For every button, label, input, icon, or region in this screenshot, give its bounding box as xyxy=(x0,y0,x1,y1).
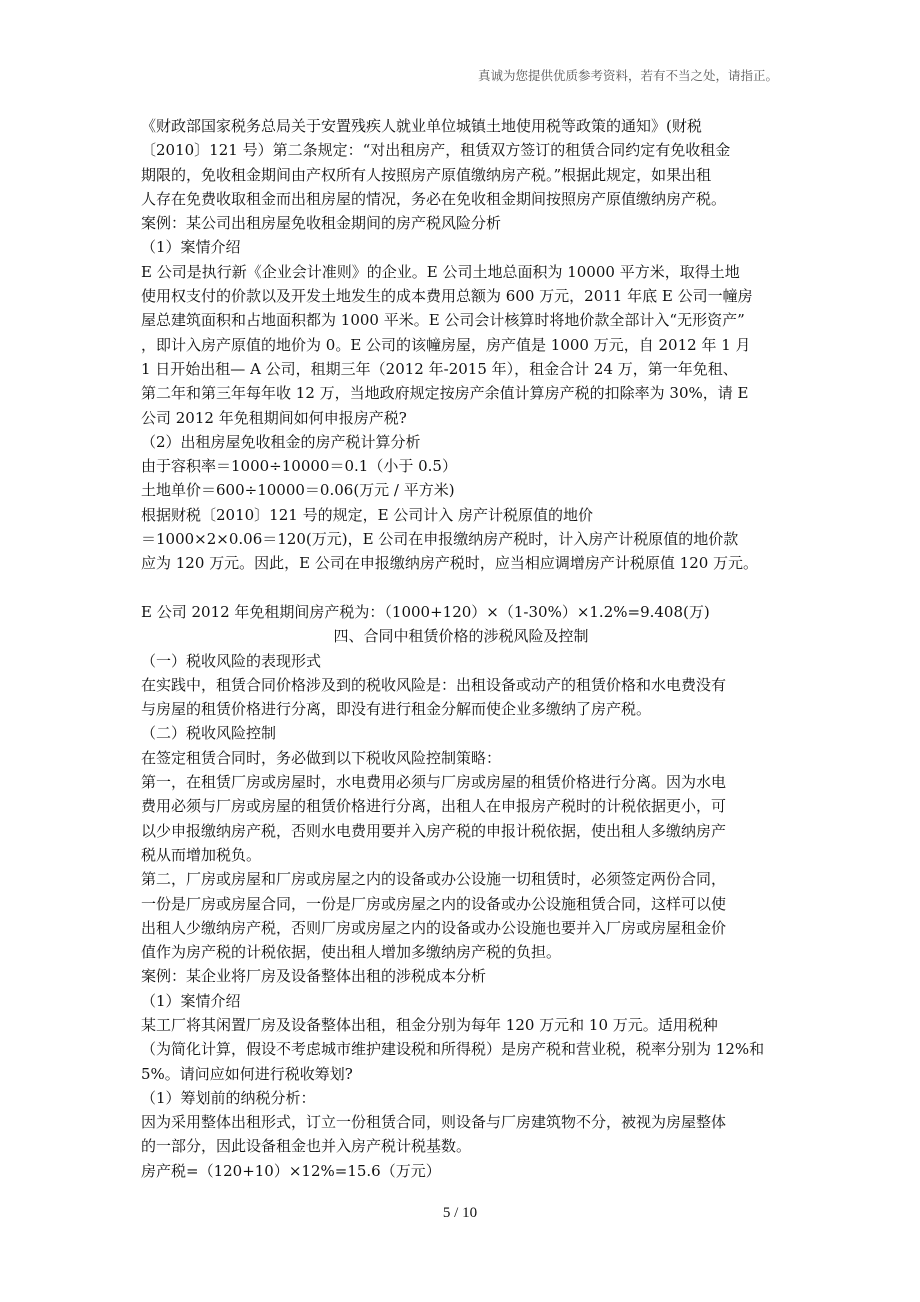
blank-line xyxy=(141,576,821,600)
paragraph-line: 与房屋的租赁价格进行分离，即没有进行租金分解而使企业多缴纳了房产税。 xyxy=(141,700,652,719)
formula-line: 土地单价＝600÷10000＝0.06(万元 / 平方米) xyxy=(141,481,455,500)
paragraph-line: 《财政部国家税务总局关于安置残疾人就业单位城镇土地使用税等政策的通知》(财税 xyxy=(141,117,702,135)
page-number: 5 / 10 xyxy=(442,1205,478,1221)
paragraph-line: 值作为房产税的计税依据，使出租人增加多缴纳房产税的负担。 xyxy=(141,943,562,962)
section-title: 四、合同中租赁价格的涉税风险及控制 xyxy=(333,627,589,646)
paragraph-line: 以少申报缴纳房产税，否则水电费用要并入房产税的申报计税依据，使出租人多缴纳房产 xyxy=(141,821,727,840)
paragraph-line: 根据财税〔2010〕121 号的规定，E 公司计入 房产计税原值的地价 xyxy=(141,505,594,524)
paragraph-line: ＝1000×2×0.06＝120(万元)，E 公司在申报缴纳房产税时，计入房产计税原值的地价款 xyxy=(141,530,739,549)
subheading: （1）案情介绍 xyxy=(141,238,241,257)
subheading: （1）筹划前的纳税分析： xyxy=(141,1088,316,1107)
subheading: （一）税收风险的表现形式 xyxy=(141,651,322,670)
paragraph-line: 5%。请问应如何进行税收筹划? xyxy=(141,1064,353,1083)
paragraph-line: E 公司是执行新《企业会计准则》的企业。E 公司土地总面积为 10000 平方米，取得土地 xyxy=(141,262,740,281)
paragraph-line: 使用权支付的价款以及开发土地发生的成本费用总额为 600 万元，2011 年底 E 公司一幢房 xyxy=(141,287,753,306)
case-heading: 案例：某企业将厂房及设备整体出租的涉税成本分析 xyxy=(141,967,487,986)
header-note: 真诚为您提供优质参考资料，若有不当之处，请指正。 xyxy=(477,68,778,83)
paragraph-line: 〔2010〕121 号）第二条规定：“对出租房产，租赁双方签订的租赁合同约定有免收租金 xyxy=(141,141,731,160)
paragraph-line: ，即计入房产原值的地价为 0。E 公司的该幢房屋，房产值是 1000 万元，自 2012 年 1 月 xyxy=(141,335,751,354)
paragraph-line: 因为采用整体出租形式，订立一份租赁合同，则设备与厂房建筑物不分，被视为房屋整体 xyxy=(141,1113,727,1132)
paragraph-line: 屋总建筑面积和占地面积都为 1000 平米。E 公司会计核算时将地价款全部计入“无形资产” xyxy=(141,311,745,330)
paragraph-line: （为简化计算，假设不考虑城市维护建设税和所得税）是房产税和营业税，税率分别为 12%和 xyxy=(141,1040,765,1059)
paragraph-line: 的一部分，因此设备租金也并入房产税计税基数。 xyxy=(141,1137,472,1156)
paragraph-line: 第二，厂房或房屋和厂房或房屋之内的设备或办公设施一切租赁时，必须签定两份合同， xyxy=(141,870,727,889)
case-heading: 案例：某公司出租房屋免收租金期间的房产税风险分析 xyxy=(141,214,502,233)
paragraph-line: 在实践中，租赁合同价格涉及到的税收风险是：出租设备或动产的租赁价格和水电费没有 xyxy=(141,675,727,694)
subheading: （二）税收风险控制 xyxy=(141,724,277,743)
paragraph-line: 出租人少缴纳房产税，否则厂房或房屋之内的设备或办公设施也要并入厂房或房屋租金价 xyxy=(141,918,727,937)
formula-line: 由于容积率＝1000÷10000＝0.1（小于 0.5） xyxy=(141,457,457,476)
paragraph-line: 人存在免费收取租金而出租房屋的情况，务必在免收租金期间按照房产原值缴纳房产税。 xyxy=(141,189,727,208)
paragraph-line: 某工厂将其闲置厂房及设备整体出租，租金分别为每年 120 万元和 10 万元。适用税种 xyxy=(141,1015,718,1034)
paragraph-line: 第二年和第三年每年收 12 万，当地政府规定按房产余值计算房产税的扣除率为 30%，请 E xyxy=(141,384,749,403)
paragraph-line: 应为 120 万元。因此，E 公司在申报缴纳房产税时，应当相应调增房产计税原值 120 万元。 xyxy=(141,554,759,573)
paragraph-line: 税从而增加税负。 xyxy=(141,845,262,864)
formula-line: E 公司 2012 年免租期间房产税为：（1000+120）×（1-30%）×1.2%=9.408(万) xyxy=(141,602,710,621)
paragraph-line: 期限的，免收租金期间由产权所有人按照房产原值缴纳房产税。”根据此规定，如果出租 xyxy=(141,165,712,184)
document-body xyxy=(141,114,821,1183)
paragraph-line: 一份是厂房或房屋合同，一份是厂房或房屋之内的设备或办公设施租赁合同，这样可以使 xyxy=(141,894,727,913)
subheading: （1）案情介绍 xyxy=(141,991,241,1010)
paragraph-line: 1 日开始出租— A 公司，租期三年（2012 年-2015 年），租金合计 24 万，第一年免租、 xyxy=(141,359,738,378)
subheading: （2）出租房屋免收租金的房产税计算分析 xyxy=(141,432,421,451)
paragraph-line: 公司 2012 年免租期间如何申报房产税? xyxy=(141,408,407,427)
paragraph-line: 在签定租赁合同时，务必做到以下税收风险控制策略： xyxy=(141,748,502,767)
formula-line: 房产税=（120+10）×12%=15.6（万元） xyxy=(141,1161,441,1180)
paragraph-line: 费用必须与厂房或房屋的租赁价格进行分离，出租人在申报房产税时的计税依据更小，可 xyxy=(141,797,727,816)
paragraph-line: 第一，在租赁厂房或房屋时，水电费用必须与厂房或房屋的租赁价格进行分离。因为水电 xyxy=(141,773,727,792)
